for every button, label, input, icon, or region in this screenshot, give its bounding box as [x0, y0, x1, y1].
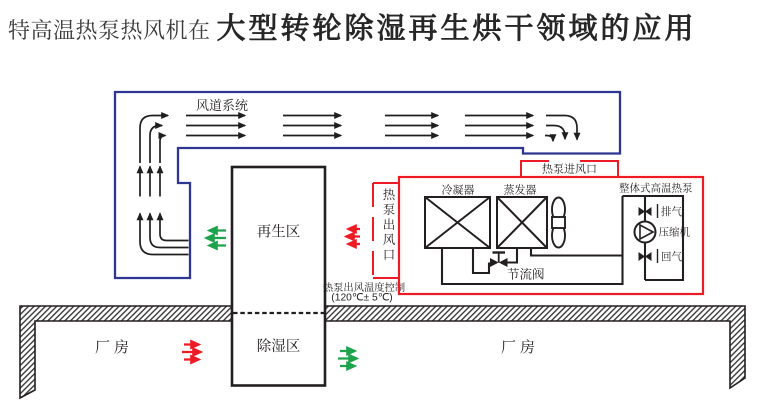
regen-zone-label: 再生区 — [256, 224, 301, 241]
process-outlet-arrows — [338, 351, 357, 366]
evaporator-label: 蒸发器 — [503, 184, 537, 197]
temp-control-note — [323, 281, 405, 304]
factory-label-right: 厂房 — [500, 339, 540, 356]
process-inlet-arrows — [182, 345, 201, 360]
fan-icon — [552, 198, 565, 248]
factory-label-left: 厂房 — [94, 339, 134, 356]
throttle-valve-icon — [490, 253, 508, 268]
suction-label: 回气 — [661, 251, 682, 263]
compressor-icon — [635, 222, 656, 243]
duct-system-label: 风道系统 — [196, 98, 249, 113]
title-prefix: 特高温热泵热风机在 — [8, 18, 211, 43]
condenser-coil — [425, 197, 490, 248]
hp-outlet-flow-arrows — [346, 229, 360, 244]
hp-outlet-label: 热泵出风口 — [381, 188, 395, 263]
regen-exhaust-arrows — [206, 231, 226, 246]
title-emphasis: 大型转轮除湿再生烘干领域的应用 — [216, 13, 697, 45]
temp-control-line2: (120℃± 5℃) — [331, 292, 393, 304]
evaporator-coil — [497, 197, 547, 248]
heatpump-unit-label: 整体式高温热泵 — [619, 182, 693, 195]
temp-control-line1: 热泵出风温度控制 — [322, 283, 406, 294]
dehumid-zone-label: 除湿区 — [256, 339, 301, 355]
condenser-label: 冷凝器 — [441, 184, 475, 197]
hp-inlet-label: 热泵进风口 — [542, 163, 597, 176]
compressor-label: 压缩机 — [658, 226, 690, 239]
throttle-valve-label: 节流阀 — [507, 267, 545, 282]
duct-outline — [115, 92, 620, 278]
discharge-label: 排气 — [661, 206, 682, 218]
